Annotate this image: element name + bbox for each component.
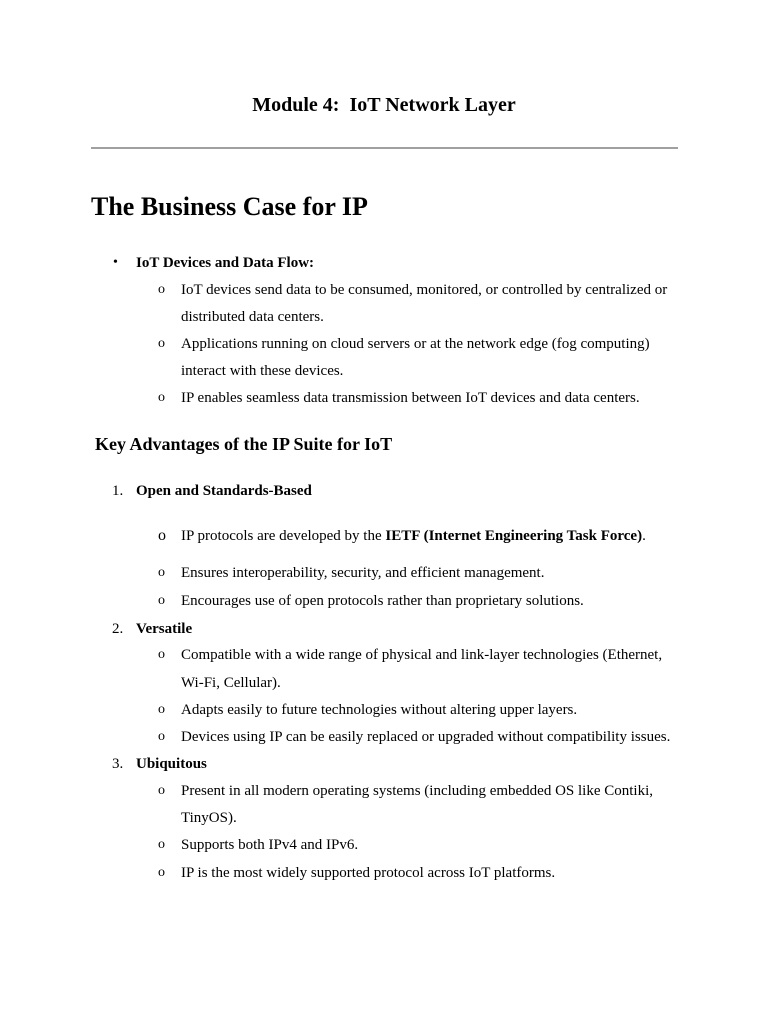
text-span: IP protocols are developed by the (181, 528, 386, 544)
sub-bullet-marker: o (158, 282, 165, 297)
list-item-line: Ensures interoperability, security, and efficient management. (181, 565, 545, 581)
advantages-title: Key Advantages of the IP Suite for IoT (95, 434, 393, 454)
list-item-line: Present in all modern operating systems (including embedded OS like Contiki, (181, 783, 654, 799)
list-item-line: Devices using IP can be easily replaced or upgraded without compatibility issues. (181, 729, 671, 745)
list-item-line: IP is the most widely supported protocol across IoT platforms. (181, 865, 556, 881)
list-number: 2. (112, 621, 124, 637)
list-item-line: distributed data centers. (181, 309, 324, 325)
sub-bullet-marker: o (158, 336, 165, 351)
list-item-line: Applications running on cloud servers or at the network edge (fog computing) (181, 336, 650, 352)
sub-bullet-marker: o (158, 390, 165, 405)
sub-bullet-marker: o (158, 527, 166, 544)
sub-bullet-marker: o (158, 647, 165, 662)
list-item-line: IP enables seamless data transmission between IoT devices and data centers. (181, 390, 640, 406)
list-number: 3. (112, 756, 124, 772)
list-item-line: Wi-Fi, Cellular). (181, 675, 281, 691)
sub-bullet-marker: o (158, 702, 165, 717)
module-title: Module 4: IoT Network Layer (252, 94, 516, 116)
list-number: 1. (112, 483, 124, 499)
sub-bullet-marker: o (158, 593, 165, 608)
list-item-line (181, 526, 646, 546)
sub-bullet-marker: o (158, 565, 165, 580)
list-item-line: interact with these devices. (181, 363, 344, 379)
list-item-line: Encourages use of open protocols rather than proprietary solutions. (181, 593, 584, 609)
sub-bullet-marker: o (158, 865, 165, 880)
sub-bullet-marker: o (158, 783, 165, 798)
advantage-label: Versatile (136, 621, 193, 637)
list-item-line: Compatible with a wide range of physical and link-layer technologies (Ethernet, (181, 647, 663, 663)
bullet-label: IoT Devices and Data Flow: (136, 255, 315, 271)
horizontal-rule (91, 147, 678, 149)
advantage-label: Ubiquitous (136, 756, 207, 772)
bullet-marker: • (113, 255, 118, 270)
list-item-line: Supports both IPv4 and IPv6. (181, 837, 359, 853)
advantage-label: Open and Standards-Based (136, 483, 312, 499)
list-item-line: Adapts easily to future technologies without altering upper layers. (181, 702, 578, 718)
sub-bullet-marker: o (158, 729, 165, 744)
sub-bullet-marker: o (158, 837, 165, 852)
section-title: The Business Case for IP (91, 192, 368, 221)
list-item-line: TinyOS). (181, 810, 237, 826)
list-item-line: IoT devices send data to be consumed, monitored, or controlled by centralized or (181, 282, 668, 298)
text-span: . (642, 528, 646, 544)
ietf-bold-text: IETF (Internet Engineering Task Force) (385, 528, 643, 544)
